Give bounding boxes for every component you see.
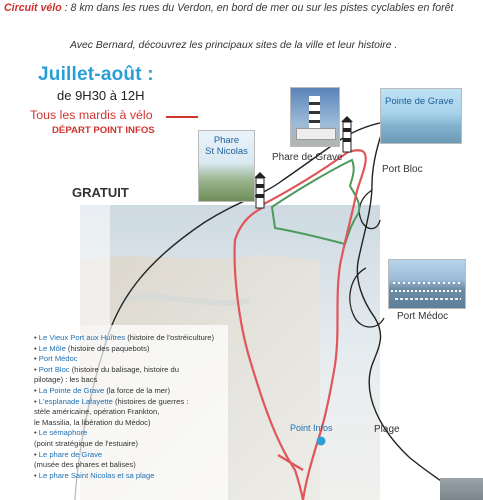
stop-title: L'esplanade Lafayette	[38, 396, 113, 406]
stop-note: (point stratégique de l'estuaire)	[34, 438, 139, 448]
stop-note: (histoire du balisage, histoire du	[69, 364, 179, 374]
lighthouse-grave-icon	[341, 116, 353, 152]
stop-note: (histoire de l'ostréiculture)	[125, 333, 214, 342]
price-label: GRATUIT	[72, 185, 129, 200]
list-item	[34, 397, 230, 408]
tour-day: Tous les mardis à vélo	[30, 108, 153, 122]
st-nicolas-caption-2: St Nicolas	[205, 146, 248, 157]
label-point-infos: Point Infos	[290, 423, 333, 433]
list-item	[34, 333, 230, 344]
bullet-icon: •	[34, 428, 39, 438]
list-item	[34, 450, 230, 461]
bullet-icon: •	[34, 385, 39, 395]
list-item	[34, 418, 230, 429]
photo-phare-st-nicolas	[198, 130, 255, 202]
list-item	[34, 354, 230, 365]
circuit-description: : 8 km dans les rues du Verdon, en bord de mer ou sur les pistes cyclables en forêt	[61, 2, 454, 14]
point-infos-marker	[317, 437, 326, 446]
list-item	[34, 428, 230, 439]
stop-note: stèle américaine, opération Frankton,	[34, 407, 160, 417]
stops-list	[34, 333, 230, 481]
stop-note: (la force de la mer)	[104, 385, 171, 395]
stop-note: (musée des phares et balises)	[34, 460, 136, 470]
list-item	[34, 460, 230, 471]
season-title: Juillet-août :	[38, 64, 154, 85]
departure-label: DÉPART POINT INFOS	[52, 125, 155, 136]
stop-title: Port Médoc	[38, 354, 78, 364]
stop-note: pilotage) : les bacs	[34, 375, 98, 385]
list-item	[34, 365, 230, 376]
photo-phare-de-grave	[290, 87, 340, 147]
list-item	[34, 386, 230, 397]
stop-title: Le Vieux Port aux Huîtres	[38, 333, 126, 342]
stop-title: Le phare Saint Nicolas et sa plage	[38, 470, 155, 480]
bullet-icon: •	[34, 354, 39, 364]
list-item	[34, 375, 230, 386]
bullet-icon: •	[34, 364, 39, 374]
pointe-de-grave-caption: Pointe de Grave	[385, 96, 454, 107]
label-port-medoc: Port Médoc	[397, 311, 449, 322]
stop-note: (histoires de guerres :	[112, 396, 189, 406]
stop-note: (histoire des paquebots)	[65, 343, 150, 353]
circuit-label: Circuit vélo	[4, 2, 62, 14]
bullet-icon: •	[34, 343, 39, 353]
stop-title: Le phare de Grave	[38, 449, 103, 459]
st-nicolas-caption-1: Phare	[213, 135, 240, 146]
tour-subtitle: Avec Bernard, découvrez les principaux sites de la ville et leur histoire .	[70, 40, 398, 51]
label-plage: Plage	[374, 424, 400, 435]
bullet-icon: •	[34, 333, 39, 342]
label-port-bloc: Port Bloc	[382, 164, 423, 175]
stop-title: La Pointe de Grave	[38, 385, 105, 395]
label-phare-de-grave: Phare de Grave	[272, 152, 343, 163]
photo-port-medoc	[388, 259, 466, 309]
list-item	[34, 344, 230, 355]
bullet-icon: •	[34, 449, 39, 459]
list-item	[34, 439, 230, 450]
stop-title: Port Bloc	[38, 364, 70, 374]
stop-note: le Massilia, la libération du Médoc)	[34, 417, 151, 427]
list-item	[34, 407, 230, 418]
photo-plage-corner	[440, 478, 483, 500]
list-item	[34, 471, 230, 482]
tour-hours: de 9H30 à 12H	[57, 88, 145, 103]
bullet-icon: •	[34, 470, 39, 480]
lighthouse-st-nicolas-icon	[254, 172, 266, 208]
photo-pointe-de-grave	[380, 88, 462, 144]
stop-title: Le Môle	[38, 343, 66, 353]
bullet-icon: •	[34, 396, 39, 406]
stop-title: Le sémaphore	[38, 428, 88, 438]
